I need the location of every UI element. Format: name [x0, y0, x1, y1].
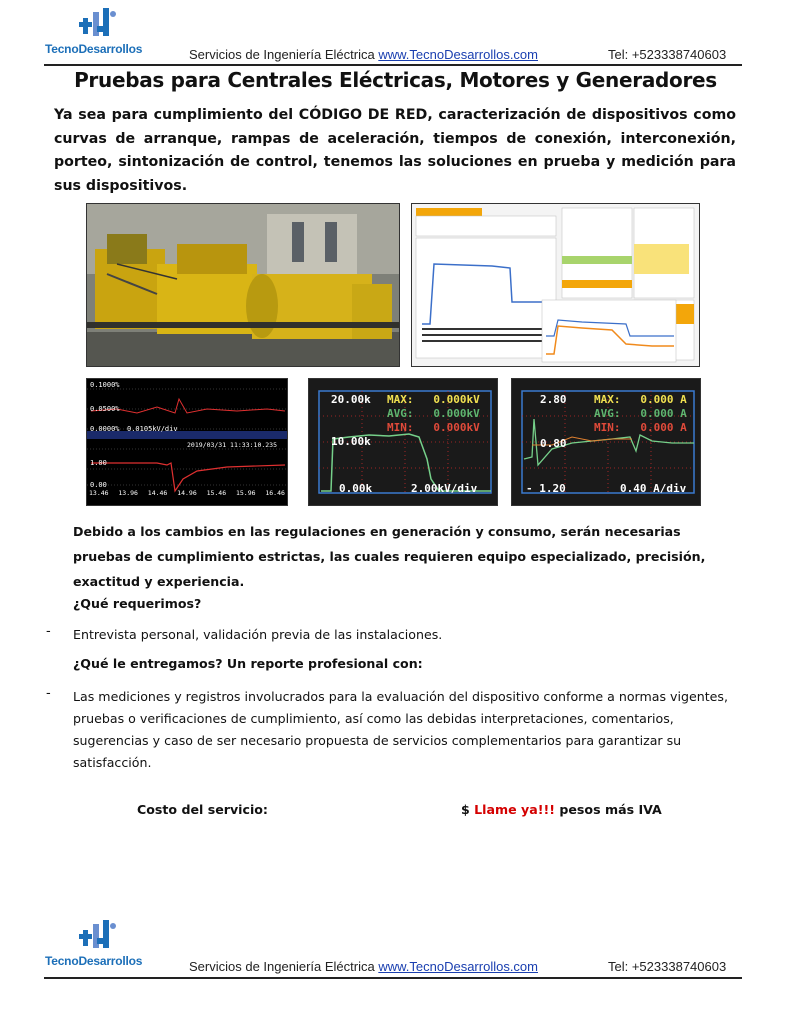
question-deliverables: ¿Qué le entregamos? Un reporte profesional con:	[73, 656, 423, 671]
bullet-dash: -	[46, 624, 51, 639]
regulations-paragraph: Debido a los cambios en las regulaciones en generación y consumo, serán necesarias pruebas de cumplimiento estrictas, las cuales requieren equipo especializado, precisión, exactitud y experiencia.	[73, 524, 706, 589]
logo-text: TecnoDesarrollos	[45, 954, 143, 968]
footer-services	[189, 959, 538, 974]
bullet-deliverables: Las mediciones y registros involucrados para la evaluación del dispositivo conforme a normas vigentes, pruebas o verificaciones de cumplimiento, así como las debidas interpretaciones, comentarios, sugerencias y caso de ser necesario propuesta de servicios complementarios para garantizar su satisfacción.	[73, 689, 728, 770]
footer-logo	[45, 920, 155, 968]
scope2-bottom-label: 0.00k	[339, 482, 373, 495]
footer-rule	[44, 977, 742, 979]
header-services	[189, 47, 538, 62]
scope3-bottom-label: - 1.20	[526, 482, 566, 495]
cost-label: Costo del servicio:	[137, 802, 268, 817]
scope1-y-label-4: 1.00	[90, 459, 107, 467]
page-title: Pruebas para Centrales Eléctricas, Motores y Generadores	[74, 68, 717, 92]
header-rule	[44, 64, 742, 66]
spreadsheet-screenshot	[411, 203, 700, 367]
scope2-div: 2.00kV/div	[411, 482, 478, 495]
scope1-x-tick: 14.46	[147, 489, 168, 497]
logo-mark-icon	[79, 8, 117, 40]
oscilloscope-capture-2	[308, 378, 498, 506]
header-phone: Tel: +523338740603	[608, 47, 727, 62]
question-requirements: ¿Qué requerimos?	[73, 596, 202, 611]
call-now-text: Llame ya!!!	[474, 802, 555, 817]
scope1-x-axis	[89, 489, 285, 497]
scope3-avg: AVG: 0.000 A	[594, 407, 687, 420]
bullet-dash: -	[46, 686, 51, 701]
website-link[interactable]: www.TecnoDesarrollos.com	[378, 47, 538, 62]
scope1-x-tick: 14.96	[177, 489, 197, 497]
oscilloscope-capture-3	[511, 378, 701, 506]
scope3-min: MIN: 0.000 A	[594, 421, 687, 434]
logo-text: TecnoDesarrollos	[45, 42, 143, 56]
scope3-top-label: 2.80	[540, 393, 567, 406]
scope1-y-label-2: 0.0500%	[90, 405, 120, 413]
scope3-max: MAX: 0.000 A	[594, 393, 687, 406]
services-text: Servicios de Ingeniería Eléctrica	[189, 47, 375, 62]
bullet-requirements: Entrevista personal, validación previa de las instalaciones.	[73, 627, 443, 642]
price-suffix: pesos más IVA	[559, 802, 662, 817]
intro-paragraph: Ya sea para cumplimiento del CÓDIGO DE RED, caracterización de dispositivos como curvas de arranque, rampas de aceleración, tiempos de conexión, interconexión, porteo, sintonización de control, tenemos las soluciones en prueba y medición para sus dispositivos.	[54, 107, 736, 194]
scope3-div: 0.40 A/div	[620, 482, 687, 495]
footer-phone: Tel: +523338740603	[608, 959, 727, 974]
scope1-y-label-3: 0.0000%	[90, 425, 120, 433]
cost-value	[461, 799, 662, 821]
company-logo	[45, 8, 155, 56]
scope1-timestamp: 2019/03/31 11:33:10.235	[187, 441, 278, 449]
scope2-avg: AVG: 0.000kV	[387, 407, 480, 420]
scope2-max: MAX: 0.000kV	[387, 393, 480, 406]
scope1-y-label-1: 0.1000%	[90, 381, 120, 389]
scope2-mid-label: 10.00k	[331, 435, 371, 448]
oscilloscope-capture-1	[86, 378, 288, 506]
scope1-x-tick: 13.96	[118, 489, 138, 497]
scope1-marker: 0.0105kV/div	[127, 425, 178, 433]
currency-symbol: $	[461, 802, 470, 817]
services-text: Servicios de Ingeniería Eléctrica	[189, 959, 375, 974]
logo-mark-icon	[79, 920, 117, 952]
scope1-y-label-5: 0.00	[90, 481, 107, 489]
scope2-top-label: 20.00k	[331, 393, 371, 406]
scope3-mid-label: 0.80	[540, 437, 567, 450]
scope1-x-tick: 15.96	[235, 489, 256, 497]
generator-photo	[86, 203, 400, 367]
scope1-x-tick: 16.46	[265, 489, 285, 497]
website-link[interactable]: www.TecnoDesarrollos.com	[378, 959, 538, 974]
scope1-x-tick: 13.46	[89, 489, 109, 497]
scope2-min: MIN: 0.000kV	[387, 421, 480, 434]
scope1-x-tick: 15.46	[206, 489, 227, 497]
